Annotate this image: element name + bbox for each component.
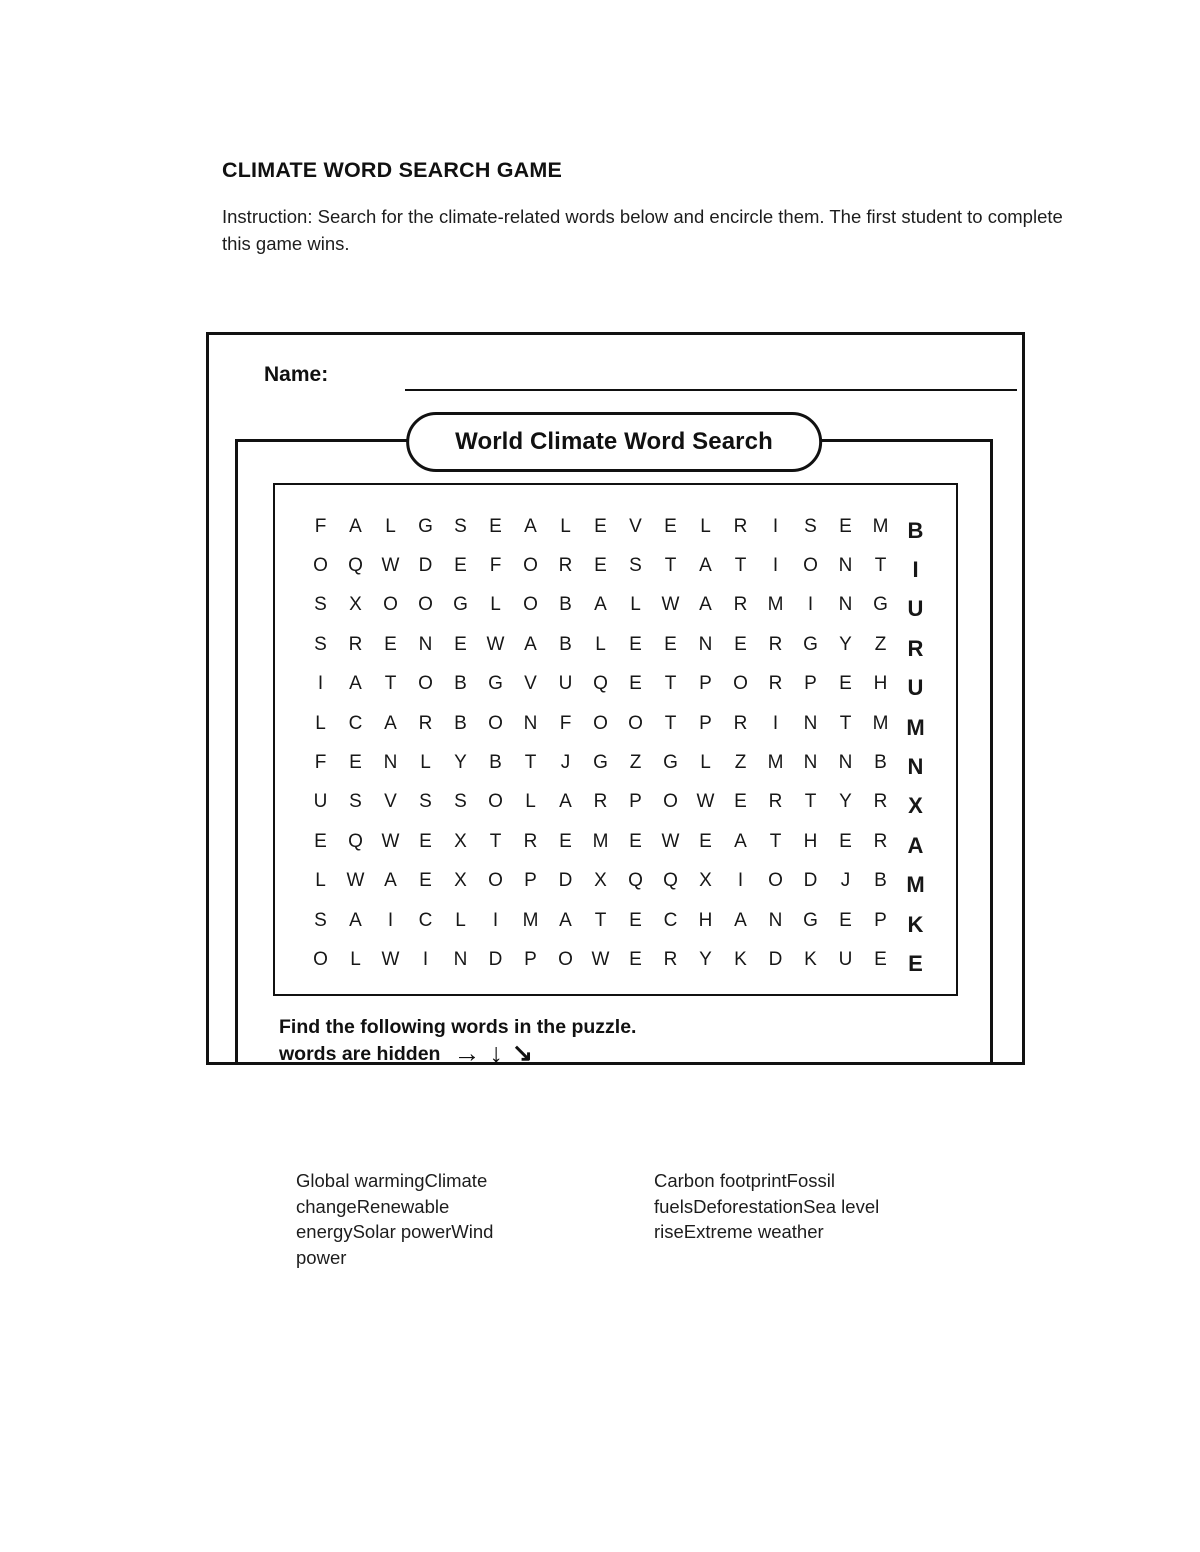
puzzle-title-pill xyxy=(406,412,822,472)
grid-cell[interactable]: G xyxy=(418,515,433,537)
grid-cell[interactable]: W xyxy=(661,594,680,616)
grid-cell[interactable]: M xyxy=(872,712,889,734)
grid-cell[interactable]: L xyxy=(700,752,711,774)
grid-cell[interactable]: L xyxy=(490,594,501,616)
grid-cell[interactable]: A xyxy=(734,830,747,852)
grid-cell[interactable]: N xyxy=(838,594,853,616)
grid-cell[interactable]: Y xyxy=(839,633,852,655)
grid-row xyxy=(303,507,933,546)
grid-row xyxy=(303,625,933,664)
grid-cell[interactable]: E xyxy=(384,633,397,655)
grid-cell[interactable]: B xyxy=(559,633,572,655)
grid-cell[interactable]: R xyxy=(873,791,888,813)
grid-cell[interactable]: M xyxy=(906,872,925,898)
grid-cell[interactable]: R xyxy=(348,633,363,655)
grid-row xyxy=(303,901,933,940)
grid-cell[interactable]: O xyxy=(488,791,503,813)
grid-cell[interactable]: V xyxy=(384,791,397,813)
grid-cell[interactable]: C xyxy=(418,909,433,931)
grid-cell[interactable]: P xyxy=(804,673,817,695)
grid-cell[interactable]: P xyxy=(629,791,642,813)
grid-cell[interactable]: L xyxy=(525,791,536,813)
grid-cell[interactable]: O xyxy=(558,948,573,970)
grid-cell[interactable]: E xyxy=(664,515,677,537)
grid-cell[interactable]: D xyxy=(488,948,503,970)
grid-cell[interactable]: P xyxy=(524,870,537,892)
grid-cell[interactable]: H xyxy=(803,830,818,852)
grid-cell[interactable]: O xyxy=(523,555,538,577)
grid-cell[interactable]: B xyxy=(454,712,467,734)
grid-cell[interactable]: E xyxy=(874,948,887,970)
grid-cell[interactable]: S xyxy=(349,791,362,813)
puzzle-title: World Climate Word Search xyxy=(455,428,773,455)
grid-cell[interactable]: N xyxy=(803,752,818,774)
grid-row xyxy=(303,862,933,901)
grid-cell[interactable]: M xyxy=(872,515,889,537)
grid-cell[interactable]: A xyxy=(524,633,537,655)
grid-cell[interactable]: T xyxy=(489,830,502,852)
grid-cell[interactable]: U xyxy=(907,596,924,622)
grid-cell[interactable]: S xyxy=(804,515,817,537)
grid-cell[interactable]: N xyxy=(838,555,853,577)
grid-cell[interactable]: R xyxy=(558,555,573,577)
grid-cell[interactable]: X xyxy=(349,594,362,616)
find-words-line-2 xyxy=(279,1040,636,1067)
grid-cell[interactable]: W xyxy=(486,633,505,655)
grid-cell[interactable]: O xyxy=(733,673,748,695)
grid-cell[interactable]: R xyxy=(768,633,783,655)
grid-cell[interactable]: A xyxy=(559,791,572,813)
grid-row xyxy=(303,783,933,822)
grid-cell[interactable]: I xyxy=(772,515,779,537)
grid-cell[interactable]: A xyxy=(559,909,572,931)
grid-cell[interactable]: Y xyxy=(839,791,852,813)
grid-row xyxy=(303,665,933,704)
grid-cell[interactable]: A xyxy=(384,712,397,734)
grid-cell[interactable]: Q xyxy=(348,830,363,852)
grid-cell[interactable]: G xyxy=(663,752,678,774)
grid-cell[interactable]: J xyxy=(840,870,851,892)
name-label: Name: xyxy=(264,363,329,386)
page-instruction: Instruction: Search for the climate-related words below and encircle them. The first student to complete this game wins. xyxy=(222,206,1063,254)
grid-cell[interactable]: A xyxy=(349,515,362,537)
grid-cell[interactable]: A xyxy=(384,870,397,892)
page-title: CLIMATE WORD SEARCH GAME xyxy=(222,158,563,182)
grid-cell[interactable]: O xyxy=(488,870,503,892)
arrow-right-icon: → xyxy=(453,1038,481,1069)
grid-cell[interactable]: R xyxy=(768,791,783,813)
grid-cell[interactable]: D xyxy=(803,870,818,892)
grid-cell[interactable]: E xyxy=(734,791,747,813)
grid-cell[interactable]: N xyxy=(803,712,818,734)
grid-cell[interactable]: E xyxy=(314,830,327,852)
grid-cell[interactable]: B xyxy=(489,752,502,774)
grid-cell[interactable]: Z xyxy=(629,752,642,774)
grid-cell[interactable]: R xyxy=(733,594,748,616)
grid-cell[interactable]: I xyxy=(492,909,499,931)
grid-cell[interactable]: M xyxy=(767,752,784,774)
grid-cell[interactable]: S xyxy=(314,633,327,655)
grid-row xyxy=(303,822,933,861)
grid-cell[interactable]: A xyxy=(907,832,924,858)
grid-cell[interactable]: K xyxy=(907,911,924,937)
grid-cell[interactable]: Q xyxy=(593,673,608,695)
grid-cell[interactable]: X xyxy=(908,793,923,819)
grid-cell[interactable]: L xyxy=(315,712,326,734)
grid-cell[interactable]: O xyxy=(768,870,783,892)
grid-cell[interactable]: F xyxy=(314,515,327,537)
grid-cell[interactable]: O xyxy=(593,712,608,734)
grid-cell[interactable]: M xyxy=(592,830,609,852)
grid-cell[interactable]: L xyxy=(700,515,711,537)
grid-cell[interactable]: I xyxy=(317,673,324,695)
direction-arrows xyxy=(453,1040,532,1067)
grid-cell[interactable]: E xyxy=(419,870,432,892)
grid-cell[interactable]: U xyxy=(313,791,328,813)
grid-cell[interactable]: E xyxy=(699,830,712,852)
grid-cell[interactable]: N xyxy=(698,633,713,655)
grid-cell[interactable]: L xyxy=(315,870,326,892)
grid-cell[interactable]: O xyxy=(663,791,678,813)
grid-cell[interactable]: T xyxy=(839,712,852,734)
word-list-column-left: Global warmingClimate changeRenewable energySolar powerWind power xyxy=(296,1170,494,1268)
grid-cell[interactable]: R xyxy=(523,830,538,852)
grid-cell[interactable]: S xyxy=(314,909,327,931)
grid-cell[interactable]: A xyxy=(594,594,607,616)
grid-cell[interactable]: O xyxy=(523,594,538,616)
grid-cell[interactable]: F xyxy=(314,752,327,774)
grid-cell[interactable]: G xyxy=(803,909,818,931)
grid-cell[interactable]: W xyxy=(346,870,365,892)
grid-cell[interactable]: L xyxy=(455,909,466,931)
grid-cell[interactable]: A xyxy=(734,909,747,931)
grid-cell[interactable]: U xyxy=(558,673,573,695)
grid-cell[interactable]: L xyxy=(630,594,641,616)
find-words-note xyxy=(279,1014,636,1067)
grid-cell[interactable]: Z xyxy=(874,633,887,655)
grid-cell[interactable]: S xyxy=(629,555,642,577)
grid-cell[interactable]: E xyxy=(734,633,747,655)
word-list-column-right: Carbon footprintFossil fuelsDeforestationSea level riseExtreme weather xyxy=(654,1170,880,1243)
grid-cell[interactable]: G xyxy=(803,633,818,655)
grid-row xyxy=(303,743,933,782)
grid-cell[interactable]: Y xyxy=(699,948,712,970)
grid-cell[interactable]: N xyxy=(523,712,538,734)
find-words-line-2-text: words are hidden xyxy=(279,1042,441,1065)
grid-cell[interactable]: W xyxy=(381,555,400,577)
grid-cell[interactable]: P xyxy=(524,948,537,970)
word-list xyxy=(296,1168,996,1270)
grid-cell[interactable]: M xyxy=(767,594,784,616)
grid-cell[interactable]: O xyxy=(313,948,328,970)
grid-cell[interactable]: O xyxy=(803,555,818,577)
grid-cell[interactable]: T xyxy=(664,712,677,734)
grid-cell[interactable]: V xyxy=(524,673,537,695)
grid-cell[interactable]: D xyxy=(418,555,433,577)
grid-cell[interactable]: W xyxy=(381,830,400,852)
grid-cell[interactable]: R xyxy=(733,515,748,537)
grid-cell[interactable]: B xyxy=(907,517,924,543)
grid-cell[interactable]: A xyxy=(349,673,362,695)
grid-cell[interactable]: O xyxy=(383,594,398,616)
find-words-line-1: Find the following words in the puzzle. xyxy=(279,1016,637,1038)
grid-cell[interactable]: T xyxy=(804,791,817,813)
grid-cell[interactable]: R xyxy=(907,635,924,661)
grid-cell[interactable]: A xyxy=(699,594,712,616)
grid-cell[interactable]: I xyxy=(807,594,814,616)
grid-cell[interactable]: L xyxy=(560,515,571,537)
grid-cell[interactable]: E xyxy=(664,633,677,655)
grid-cell[interactable]: I xyxy=(387,909,394,931)
grid-cell[interactable]: U xyxy=(838,948,853,970)
grid-cell[interactable]: I xyxy=(772,712,779,734)
grid-cell[interactable]: D xyxy=(558,870,573,892)
word-search-grid-rows xyxy=(303,507,933,980)
grid-cell[interactable]: O xyxy=(488,712,503,734)
grid-cell[interactable]: E xyxy=(629,909,642,931)
arrow-down-right-icon: ↘ xyxy=(511,1039,533,1068)
grid-cell[interactable]: H xyxy=(698,909,713,931)
grid-cell[interactable]: W xyxy=(381,948,400,970)
grid-cell[interactable]: R xyxy=(768,673,783,695)
grid-cell[interactable]: Q xyxy=(628,870,643,892)
grid-cell[interactable]: I xyxy=(772,555,779,577)
grid-cell[interactable]: T xyxy=(664,673,677,695)
name-row xyxy=(264,363,976,395)
grid-cell[interactable]: X xyxy=(594,870,607,892)
grid-cell[interactable]: P xyxy=(699,673,712,695)
grid-cell[interactable]: O xyxy=(418,673,433,695)
grid-cell[interactable]: G xyxy=(593,752,608,774)
grid-cell[interactable]: N xyxy=(453,948,468,970)
grid-cell[interactable]: B xyxy=(559,594,572,616)
grid-cell[interactable]: E xyxy=(489,515,502,537)
grid-cell[interactable]: C xyxy=(348,712,363,734)
grid-cell[interactable]: E xyxy=(594,515,607,537)
grid-cell[interactable]: T xyxy=(664,555,677,577)
grid-cell[interactable]: T xyxy=(384,673,397,695)
grid-cell[interactable]: L xyxy=(350,948,361,970)
grid-row xyxy=(303,546,933,585)
grid-cell[interactable]: X xyxy=(699,870,712,892)
grid-row xyxy=(303,704,933,743)
grid-cell[interactable]: I xyxy=(737,870,744,892)
grid-cell[interactable]: N xyxy=(838,752,853,774)
grid-cell[interactable]: R xyxy=(873,830,888,852)
grid-cell[interactable]: C xyxy=(663,909,678,931)
grid-cell[interactable]: B xyxy=(874,870,887,892)
grid-cell[interactable]: S xyxy=(314,594,327,616)
grid-cell[interactable]: H xyxy=(873,673,888,695)
grid-cell[interactable]: E xyxy=(839,909,852,931)
grid-row xyxy=(303,940,933,979)
grid-cell[interactable]: E xyxy=(629,673,642,695)
grid-cell[interactable]: E xyxy=(629,830,642,852)
grid-cell[interactable]: T xyxy=(594,909,607,931)
grid-cell[interactable]: A xyxy=(699,555,712,577)
grid-cell[interactable]: Y xyxy=(454,752,467,774)
grid-cell[interactable]: P xyxy=(874,909,887,931)
grid-cell[interactable]: T xyxy=(874,555,887,577)
grid-cell[interactable]: P xyxy=(699,712,712,734)
grid-cell[interactable]: M xyxy=(906,714,925,740)
grid-cell[interactable]: R xyxy=(663,948,678,970)
grid-cell[interactable]: E xyxy=(629,948,642,970)
grid-cell[interactable]: O xyxy=(418,594,433,616)
grid-cell[interactable]: T xyxy=(524,752,537,774)
name-input-line[interactable] xyxy=(405,389,1017,391)
grid-cell[interactable]: W xyxy=(591,948,610,970)
arrow-down-icon: ↓ xyxy=(489,1038,503,1069)
grid-cell[interactable]: F xyxy=(559,712,572,734)
grid-cell[interactable]: L xyxy=(385,515,396,537)
grid-cell[interactable]: F xyxy=(489,555,502,577)
grid-cell[interactable]: N xyxy=(383,752,398,774)
grid-cell[interactable]: S xyxy=(419,791,432,813)
grid-cell[interactable]: L xyxy=(595,633,606,655)
grid-cell[interactable]: U xyxy=(907,675,924,701)
grid-cell[interactable]: X xyxy=(454,870,467,892)
grid-cell[interactable]: I xyxy=(422,948,429,970)
grid-cell[interactable]: R xyxy=(733,712,748,734)
grid-cell[interactable]: E xyxy=(629,633,642,655)
grid-cell[interactable]: E xyxy=(839,830,852,852)
grid-cell[interactable]: S xyxy=(454,515,467,537)
word-search-grid[interactable] xyxy=(273,483,958,996)
grid-cell[interactable]: E xyxy=(559,830,572,852)
grid-cell[interactable]: E xyxy=(594,555,607,577)
grid-cell[interactable]: O xyxy=(313,555,328,577)
grid-cell[interactable]: R xyxy=(593,791,608,813)
grid-cell[interactable]: T xyxy=(769,830,782,852)
grid-cell[interactable]: E xyxy=(839,515,852,537)
grid-cell[interactable]: G xyxy=(453,594,468,616)
grid-cell[interactable]: I xyxy=(912,557,919,583)
grid-cell[interactable]: N xyxy=(768,909,783,931)
grid-cell[interactable]: T xyxy=(734,555,747,577)
grid-cell[interactable]: E xyxy=(908,950,923,976)
grid-cell[interactable]: W xyxy=(696,791,715,813)
grid-cell[interactable]: S xyxy=(454,791,467,813)
grid-cell[interactable]: E xyxy=(454,555,467,577)
grid-cell[interactable]: J xyxy=(560,752,571,774)
grid-cell[interactable]: K xyxy=(734,948,747,970)
grid-cell[interactable]: Q xyxy=(663,870,678,892)
grid-cell[interactable]: A xyxy=(524,515,537,537)
grid-cell[interactable]: R xyxy=(418,712,433,734)
grid-cell[interactable]: N xyxy=(418,633,433,655)
grid-cell[interactable]: W xyxy=(661,830,680,852)
grid-row xyxy=(303,586,933,625)
grid-cell[interactable]: N xyxy=(907,754,924,780)
grid-cell[interactable]: O xyxy=(628,712,643,734)
grid-cell[interactable]: M xyxy=(522,909,539,931)
grid-cell[interactable]: K xyxy=(804,948,817,970)
grid-cell[interactable]: E xyxy=(839,673,852,695)
grid-cell[interactable]: G xyxy=(488,673,503,695)
grid-cell[interactable]: L xyxy=(420,752,431,774)
grid-cell[interactable]: E xyxy=(349,752,362,774)
grid-cell[interactable]: V xyxy=(629,515,642,537)
grid-cell[interactable]: B xyxy=(454,673,467,695)
grid-cell[interactable]: Q xyxy=(348,555,363,577)
grid-cell[interactable]: E xyxy=(454,633,467,655)
grid-cell[interactable]: A xyxy=(349,909,362,931)
grid-cell[interactable]: E xyxy=(419,830,432,852)
grid-cell[interactable]: B xyxy=(874,752,887,774)
grid-cell[interactable]: D xyxy=(768,948,783,970)
grid-cell[interactable]: X xyxy=(454,830,467,852)
grid-cell[interactable]: Z xyxy=(734,752,747,774)
grid-cell[interactable]: G xyxy=(873,594,888,616)
